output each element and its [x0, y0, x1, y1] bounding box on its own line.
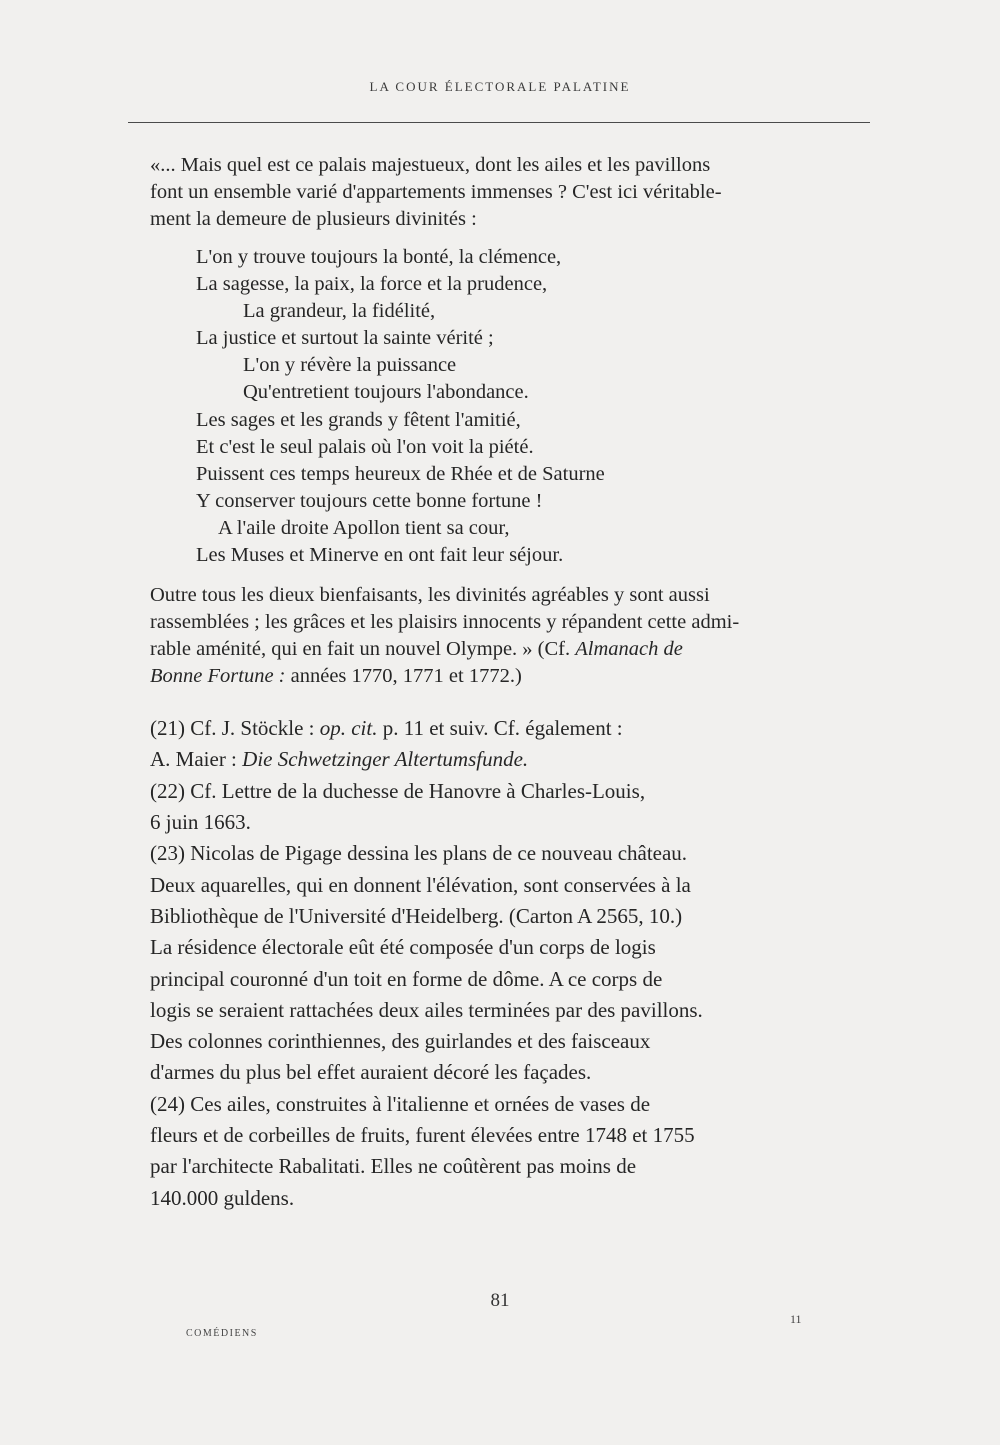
verse-block	[130, 244, 870, 569]
text-line: «... Mais quel est ce palais majestueux, dont les ailes et les pavillons	[150, 154, 711, 176]
running-head: LA COUR ÉLECTORALE PALATINE	[369, 79, 631, 94]
signature-mark: COMÉDIENS	[186, 1328, 258, 1339]
text-line: (22) Cf. Lettre de la duchesse de Hanovre à Charles-Louis,	[150, 778, 646, 803]
verse-line: Y conserver toujours cette bonne fortune !	[196, 489, 543, 512]
text-line: fleurs et de corbeilles de fruits, furent élevées entre 1748 et 1755	[150, 1122, 695, 1147]
note-21	[130, 713, 870, 776]
header-rule	[128, 122, 870, 123]
verse-line: La justice et surtout la sainte vérité ;	[196, 327, 494, 350]
quote-intro	[130, 152, 870, 233]
verse-line: Puissent ces temps heureux de Rhée et de Saturne	[196, 462, 605, 485]
text-line: principal couronné d'un toit en forme de dôme. A ce corps de	[150, 966, 663, 991]
signature-number: 11	[790, 1312, 802, 1326]
text-line: (23) Nicolas de Pigage dessina les plans de ce nouveau château.	[150, 841, 688, 866]
text-line	[130, 744, 870, 775]
quote-outro	[130, 582, 870, 690]
text-line: rassemblées ; les grâces et les plaisirs innocents y répandent cette admi-	[150, 611, 740, 634]
text-span: (21) Cf. J. Stöckle :	[150, 716, 320, 741]
text-span: p. 11 et suiv. Cf. également :	[377, 716, 623, 741]
text-line	[130, 663, 870, 690]
text-line: 6 juin 1663.	[150, 810, 251, 835]
page-number: 81	[490, 1290, 510, 1311]
italic-text: op. cit.	[319, 716, 378, 741]
text-line: logis se seraient rattachées deux ailes terminées par des pavillons.	[150, 997, 703, 1022]
verse-line: Les Muses et Minerve en ont fait leur séjour.	[196, 544, 564, 567]
verse-line: La sagesse, la paix, la force et la prudence,	[196, 273, 548, 296]
text-line: ment la demeure de plusieurs divinités :	[150, 208, 477, 230]
italic-title: Bonne Fortune :	[150, 665, 286, 688]
verse-line: La grandeur, la fidélité,	[243, 300, 436, 323]
text-line: La résidence électorale eût été composée d'un corps de logis	[150, 935, 656, 960]
text-span: A. Maier :	[150, 747, 243, 772]
verse-line: Et c'est le seul palais où l'on voit la piété.	[196, 435, 534, 458]
text-line: (24) Ces ailes, construites à l'italienne et ornées de vases de	[150, 1091, 651, 1116]
text-line: font un ensemble varié d'appartements immenses ? C'est ici véritable-	[150, 181, 722, 203]
note-23	[130, 838, 870, 932]
verse-line: L'on y trouve toujours la bonté, la clémence,	[196, 246, 562, 268]
text-line: 140.000 guldens.	[150, 1185, 295, 1210]
note-24	[130, 1089, 870, 1214]
text-line: Outre tous les dieux bienfaisants, les divinités agréables y sont aussi	[150, 584, 710, 607]
text-line: Des colonnes corinthiennes, des guirlandes et des faisceaux	[150, 1029, 651, 1054]
verse-line: A l'aile droite Apollon tient sa cour,	[218, 516, 510, 539]
notes	[130, 713, 870, 1214]
text-line: par l'architecte Rabalitati. Elles ne coûtèrent pas moins de	[150, 1154, 637, 1179]
text-span: rable aménité, qui en fait un nouvel Olympe. » (Cf.	[150, 638, 576, 661]
verse-line: Qu'entretient toujours l'abondance.	[243, 381, 529, 404]
text-line: Deux aquarelles, qui en donnent l'élévation, sont conservées à la	[150, 872, 691, 897]
text-line	[130, 636, 870, 663]
verse-line: L'on y révère la puissance	[243, 354, 457, 377]
note-22	[130, 776, 870, 839]
residence-paragraph	[130, 932, 870, 1088]
text-line: d'armes du plus bel effet auraient décoré les façades.	[150, 1060, 592, 1085]
page-body	[130, 152, 870, 1214]
verse-line: Les sages et les grands y fêtent l'amitié,	[196, 408, 521, 431]
italic-title: Almanach de	[575, 638, 683, 661]
text-line: Bibliothèque de l'Université d'Heidelberg. (Carton A 2565, 10.)	[150, 903, 683, 928]
text-line	[130, 713, 870, 744]
italic-title: Die Schwetzinger Altertumsfunde.	[242, 747, 529, 772]
text-span: années 1770, 1771 et 1772.)	[285, 665, 522, 688]
